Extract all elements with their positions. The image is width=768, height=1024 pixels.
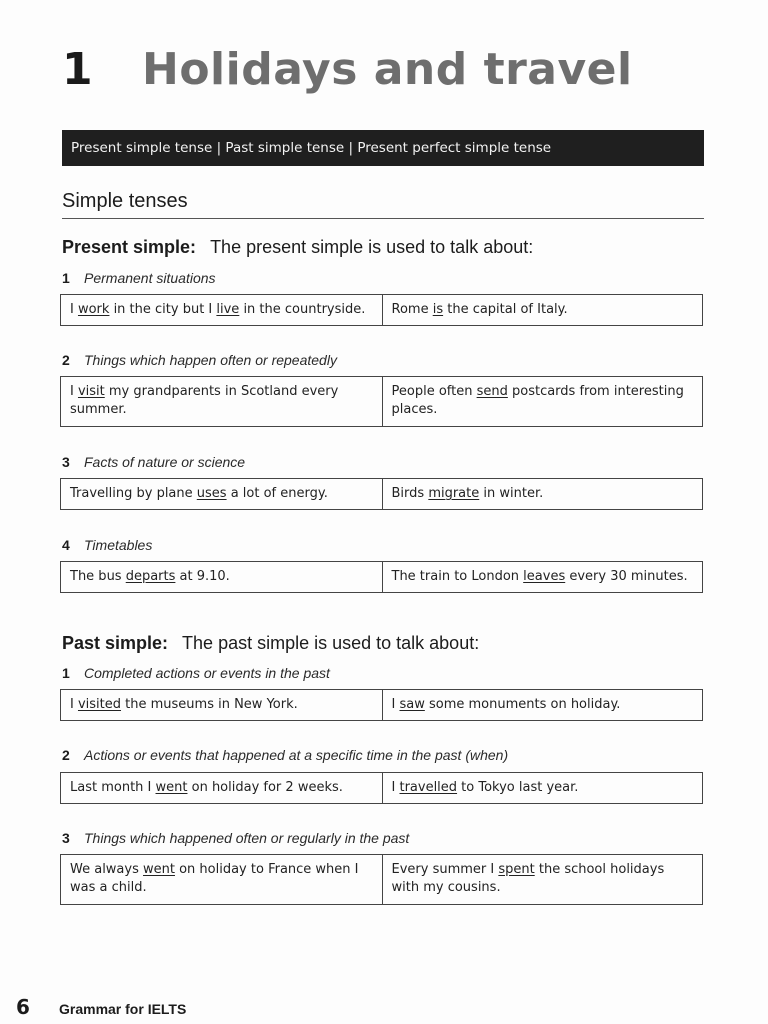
example-cell (61, 855, 382, 904)
highlighted-verb: migrate (428, 486, 480, 501)
section-heading: Simple tenses (62, 188, 704, 219)
highlighted-verb: uses (196, 486, 227, 501)
example-text: the school holidays with my cousins. (391, 862, 665, 895)
example-cell (382, 479, 703, 509)
example-cell (61, 377, 382, 426)
tense-name: Present simple: (62, 237, 197, 257)
use-number: 3 (62, 454, 70, 470)
tense-intro: The present simple is used to talk about: (210, 237, 534, 257)
example-text: on holiday for 2 weeks. (187, 780, 343, 795)
example-table (60, 689, 703, 721)
use-text: Things which happened often or regularly in the past (84, 830, 410, 846)
unit-title (62, 44, 633, 106)
use-number: 1 (62, 270, 70, 286)
example-cell (61, 562, 382, 592)
highlighted-verb: send (476, 384, 508, 399)
highlighted-verb: saw (399, 697, 425, 712)
example-text: We always (70, 862, 143, 877)
highlighted-verb: went (143, 862, 175, 877)
example-table (60, 376, 703, 427)
use-label (62, 829, 409, 849)
example-text: I (391, 780, 400, 795)
present-simple-heading (62, 235, 533, 261)
example-text: in the countryside. (239, 302, 366, 317)
use-number: 3 (62, 830, 70, 846)
example-text: some monuments on holiday. (424, 697, 621, 712)
example-cell (61, 773, 382, 803)
use-number: 2 (62, 352, 70, 368)
example-text: The train to London (391, 569, 524, 584)
highlighted-verb: leaves (523, 569, 566, 584)
use-label (62, 269, 216, 289)
example-cell (61, 479, 382, 509)
example-cell (61, 690, 382, 720)
use-text: Timetables (84, 537, 153, 553)
use-number: 1 (62, 665, 70, 681)
example-text: I (70, 697, 78, 712)
highlighted-verb: work (77, 302, 110, 317)
use-label (62, 453, 245, 473)
example-table (60, 294, 703, 326)
example-cell (382, 377, 703, 426)
example-text: in the city but I (109, 302, 217, 317)
example-text: in winter. (479, 486, 544, 501)
use-label (62, 351, 337, 371)
use-number: 4 (62, 537, 70, 553)
example-text: postcards from interesting places. (391, 384, 684, 417)
example-text: to Tokyo last year. (457, 780, 579, 795)
topics-banner: Present simple tense | Past simple tense | Present perfect simple tense (62, 130, 704, 166)
example-cell (382, 773, 703, 803)
highlighted-verb: spent (498, 862, 535, 877)
example-text: I (70, 302, 78, 317)
use-label (62, 536, 152, 556)
highlighted-verb: live (216, 302, 240, 317)
example-text: Last month I (70, 780, 156, 795)
example-cell (382, 690, 703, 720)
use-text: Completed actions or events in the past (84, 665, 330, 681)
use-label (62, 746, 508, 766)
example-text: I (70, 384, 78, 399)
use-text: Permanent situations (84, 270, 216, 286)
highlighted-verb: visit (77, 384, 105, 399)
unit-number: 1 (62, 44, 93, 95)
example-text: The bus (70, 569, 126, 584)
example-text: at 9.10. (175, 569, 230, 584)
example-text: People often (391, 384, 477, 399)
highlighted-verb: visited (77, 697, 122, 712)
example-text: my grandparents in Scotland every summer. (70, 384, 339, 417)
highlighted-verb: went (155, 780, 188, 795)
page-footer (16, 995, 186, 1024)
tense-name: Past simple: (62, 633, 169, 653)
example-text: I (391, 697, 400, 712)
example-text: a lot of energy. (226, 486, 328, 501)
example-text: Travelling by plane (70, 486, 197, 501)
example-cell (61, 295, 382, 325)
example-table (60, 854, 703, 905)
highlighted-verb: travelled (399, 780, 458, 795)
example-cell (382, 295, 703, 325)
use-label (62, 664, 330, 684)
example-text: Rome (391, 302, 433, 317)
use-text: Facts of nature or science (84, 454, 246, 470)
example-table (60, 772, 703, 804)
highlighted-verb: is (432, 302, 444, 317)
example-text: on holiday to France when I was a child. (70, 862, 359, 895)
example-cell (382, 562, 703, 592)
example-text: Every summer I (391, 862, 499, 877)
highlighted-verb: departs (125, 569, 176, 584)
book-title: Grammar for IELTS (59, 1001, 187, 1017)
example-text: the museums in New York. (121, 697, 298, 712)
example-cell (382, 855, 703, 904)
example-table (60, 478, 703, 510)
example-text: the capital of Italy. (443, 302, 568, 317)
tense-intro: The past simple is used to talk about: (182, 633, 480, 653)
example-text: every 30 minutes. (565, 569, 688, 584)
unit-title-text: Holidays and travel (142, 44, 633, 95)
example-text: Birds (391, 486, 429, 501)
past-simple-heading (62, 631, 479, 657)
example-table (60, 561, 703, 593)
use-number: 2 (62, 747, 70, 763)
use-text: Things which happen often or repeatedly (84, 352, 337, 368)
use-text: Actions or events that happened at a specific time in the past (when) (84, 747, 509, 763)
page-number: 6 (16, 995, 30, 1019)
